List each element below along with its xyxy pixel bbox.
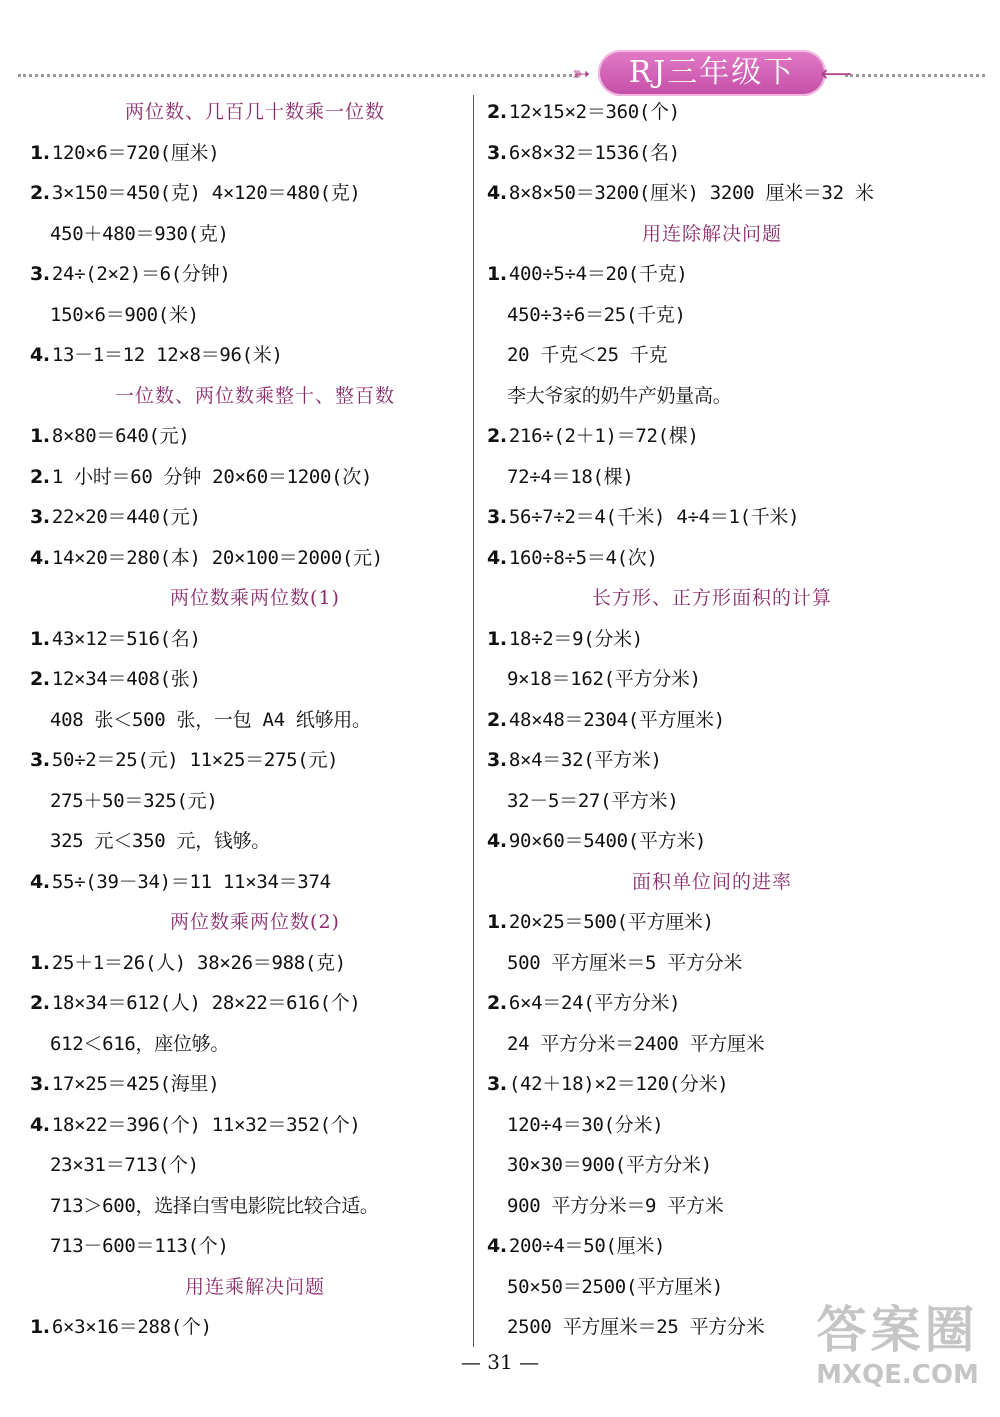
answer-item: [30, 1105, 480, 1146]
header-dotted-line-left: [18, 74, 578, 77]
item-text: 18×34＝612(人) 28×22＝616(个): [51, 992, 361, 1014]
answer-item: [30, 254, 480, 295]
item-text: 8×4＝32(平方米): [508, 749, 662, 771]
item-number: 3.: [487, 141, 507, 164]
item-text: 120×6＝720(厘米): [51, 141, 220, 164]
answer-item: [487, 983, 937, 1024]
grade-badge-group: [572, 50, 852, 98]
item-text: 8×8×50＝3200(厘米) 3200 厘米＝32 米: [508, 182, 874, 204]
item-number: 3.: [487, 749, 507, 771]
watermark-title: 答案圈: [816, 1301, 979, 1359]
answer-item: [30, 659, 480, 700]
item-number: 1.: [30, 1316, 50, 1338]
item-text: 43×12＝516(名): [51, 627, 201, 650]
answer-item: [30, 497, 480, 538]
item-text: 56÷7÷2＝4(千米) 4÷4＝1(千米): [508, 506, 800, 528]
answer-item: [30, 619, 480, 660]
item-number: 1.: [30, 425, 50, 447]
item-text: 18×22＝396(个) 11×32＝352(个): [51, 1113, 361, 1136]
item-number: 1.: [30, 951, 50, 974]
left-column: [30, 92, 480, 1348]
item-text: 22×20＝440(元): [51, 506, 201, 528]
answer-continuation: 713＞600，选择白雪电影院比较合适。: [50, 1194, 379, 1217]
answer-item: [487, 173, 937, 214]
answer-continuation: 713－600＝113(个): [50, 1235, 229, 1257]
item-number: 2.: [30, 465, 50, 488]
answer-item: [30, 457, 480, 498]
right-column: [487, 92, 937, 1348]
answer-item: [30, 335, 480, 376]
item-text: 17×25＝425(海里): [51, 1073, 220, 1095]
item-text: 6×3×16＝288(个): [51, 1316, 212, 1338]
item-number: 4.: [487, 182, 507, 204]
answer-item: [487, 700, 937, 741]
answer-continuation: 20 千克＜25 千克: [507, 344, 668, 366]
item-text: 400÷5÷4＝20(千克): [508, 263, 688, 285]
item-number: 4.: [487, 830, 507, 852]
item-text: 13－1＝12 12×8＝96(米): [51, 344, 283, 366]
item-text: 20×25＝500(平方厘米): [508, 911, 714, 933]
item-text: 200÷4＝50(厘米): [508, 1235, 666, 1257]
section-title: 用连除解决问题: [641, 222, 782, 245]
answer-continuation: 2500 平方厘米＝25 平方分米: [507, 1316, 765, 1338]
section-title: 两位数乘两位数(1): [170, 587, 340, 609]
item-number: 4.: [30, 1113, 50, 1136]
answer-item: [487, 254, 937, 295]
answer-continuation: 72÷4＝18(棵): [507, 465, 634, 488]
item-text: 48×48＝2304(平方厘米): [508, 708, 725, 731]
answer-continuation: 150×6＝900(米): [50, 303, 199, 326]
item-number: 4.: [30, 546, 50, 569]
answer-item: [487, 92, 937, 133]
answer-item: [487, 740, 937, 781]
answer-continuation: 900 平方分米＝9 平方米: [507, 1194, 724, 1217]
answer-item: [487, 538, 937, 579]
answer-item: [30, 983, 480, 1024]
answer-continuation: 275＋50＝325(元): [50, 789, 218, 812]
answer-item: [30, 133, 480, 174]
item-number: 2.: [30, 668, 50, 690]
answer-continuation: 30×30＝900(平方分米): [507, 1154, 712, 1176]
answer-continuation: 24 平方分米＝2400 平方厘米: [507, 1032, 765, 1055]
item-number: 4.: [487, 1235, 507, 1257]
item-text: 8×80＝640(元): [51, 425, 190, 447]
answer-continuation: 408 张＜500 张，一包 A4 纸够用。: [50, 708, 371, 731]
item-text: 25＋1＝26(人) 38×26＝988(克): [51, 951, 346, 974]
answer-item: [30, 538, 480, 579]
answer-item: [487, 497, 937, 538]
answer-item: [30, 1307, 480, 1348]
watermark-logo: [800, 1300, 995, 1410]
page-number: — 31 —: [460, 1350, 540, 1374]
section-title: 用连乘解决问题: [184, 1275, 325, 1298]
answer-item: [487, 1226, 937, 1267]
item-text: 12×34＝408(张): [51, 668, 201, 690]
item-text: 12×15×2＝360(个): [508, 101, 680, 123]
item-number: 3.: [30, 1073, 50, 1095]
item-number: 3.: [30, 749, 50, 771]
answer-item: [30, 740, 480, 781]
grade-badge: RJ三年级下: [598, 50, 826, 96]
answer-continuation: 50×50＝2500(平方厘米): [507, 1275, 724, 1298]
item-text: (42＋18)×2＝120(分米): [508, 1073, 729, 1095]
answer-item: [30, 1064, 480, 1105]
item-text: 55÷(39－34)＝11 11×34＝374: [51, 870, 331, 893]
answer-item: [487, 821, 937, 862]
section-title: 两位数乘两位数(2): [170, 911, 340, 933]
item-number: 1.: [30, 627, 50, 650]
item-number: 3.: [487, 1073, 507, 1095]
item-text: 3×150＝450(克) 4×120＝480(克): [51, 182, 361, 204]
item-number: 2.: [487, 425, 507, 447]
answer-continuation: 李大爷家的奶牛产奶量高。: [507, 384, 732, 407]
item-number: 3.: [30, 263, 50, 285]
item-number: 2.: [487, 992, 507, 1014]
answer-item: [487, 902, 937, 943]
item-number: 2.: [30, 182, 50, 204]
item-number: 4.: [487, 546, 507, 569]
item-text: 90×60＝5400(平方米): [508, 830, 707, 852]
item-number: 4.: [30, 870, 50, 893]
answer-continuation: 450÷3÷6＝25(千克): [507, 303, 686, 326]
item-text: 18÷2＝9(分米): [508, 627, 643, 650]
section-title: 面积单位间的进率: [631, 870, 792, 893]
section-title: 长方形、正方形面积的计算: [591, 587, 832, 609]
answer-continuation: 325 元＜350 元，钱够。: [50, 830, 271, 852]
item-text: 6×4＝24(平方分米): [508, 992, 681, 1014]
item-text: 50÷2＝25(元) 11×25＝275(元): [51, 749, 339, 771]
item-number: 3.: [487, 506, 507, 528]
answer-item: [487, 619, 937, 660]
answer-item: [30, 862, 480, 903]
answer-continuation: 450＋480＝930(克): [50, 222, 229, 245]
answer-item: [30, 416, 480, 457]
item-text: 1 小时＝60 分钟 20×60＝1200(次): [51, 465, 373, 488]
item-number: 1.: [487, 263, 507, 285]
answer-continuation: 23×31＝713(个): [50, 1154, 199, 1176]
item-text: 216÷(2＋1)＝72(棵): [508, 425, 699, 447]
arrow-right-icon: ⟵: [820, 62, 852, 87]
item-number: 1.: [487, 911, 507, 933]
section-title: 两位数、几百几十数乘一位数: [124, 101, 385, 123]
header-dotted-line-right: [845, 74, 985, 77]
answer-item: [487, 416, 937, 457]
item-number: 2.: [30, 992, 50, 1014]
watermark-url: MXQE.COM: [816, 1360, 979, 1390]
answer-continuation: 612＜616，座位够。: [50, 1032, 230, 1055]
item-text: 6×8×32＝1536(名): [508, 141, 680, 164]
answer-continuation: 120÷4＝30(分米): [507, 1113, 664, 1136]
answer-item: [30, 173, 480, 214]
answer-continuation: 9×18＝162(平方分米): [507, 668, 701, 690]
item-text: 160÷8÷5＝4(次): [508, 546, 658, 569]
item-number: 3.: [30, 506, 50, 528]
item-number: 2.: [487, 708, 507, 731]
item-number: 1.: [30, 141, 50, 164]
arrow-left-icon: ➳: [572, 62, 591, 87]
answer-continuation: 32－5＝27(平方米): [507, 789, 679, 812]
section-title: 一位数、两位数乘整十、整百数: [114, 384, 395, 407]
answer-item: [487, 1064, 937, 1105]
answer-continuation: 500 平方厘米＝5 平方分米: [507, 951, 743, 974]
item-number: 1.: [487, 627, 507, 650]
item-text: 14×20＝280(本) 20×100＝2000(元): [51, 546, 383, 569]
answer-item: [487, 133, 937, 174]
answer-item: [30, 943, 480, 984]
item-number: 4.: [30, 344, 50, 366]
item-number: 2.: [487, 101, 507, 123]
item-text: 24÷(2×2)＝6(分钟): [51, 263, 231, 285]
